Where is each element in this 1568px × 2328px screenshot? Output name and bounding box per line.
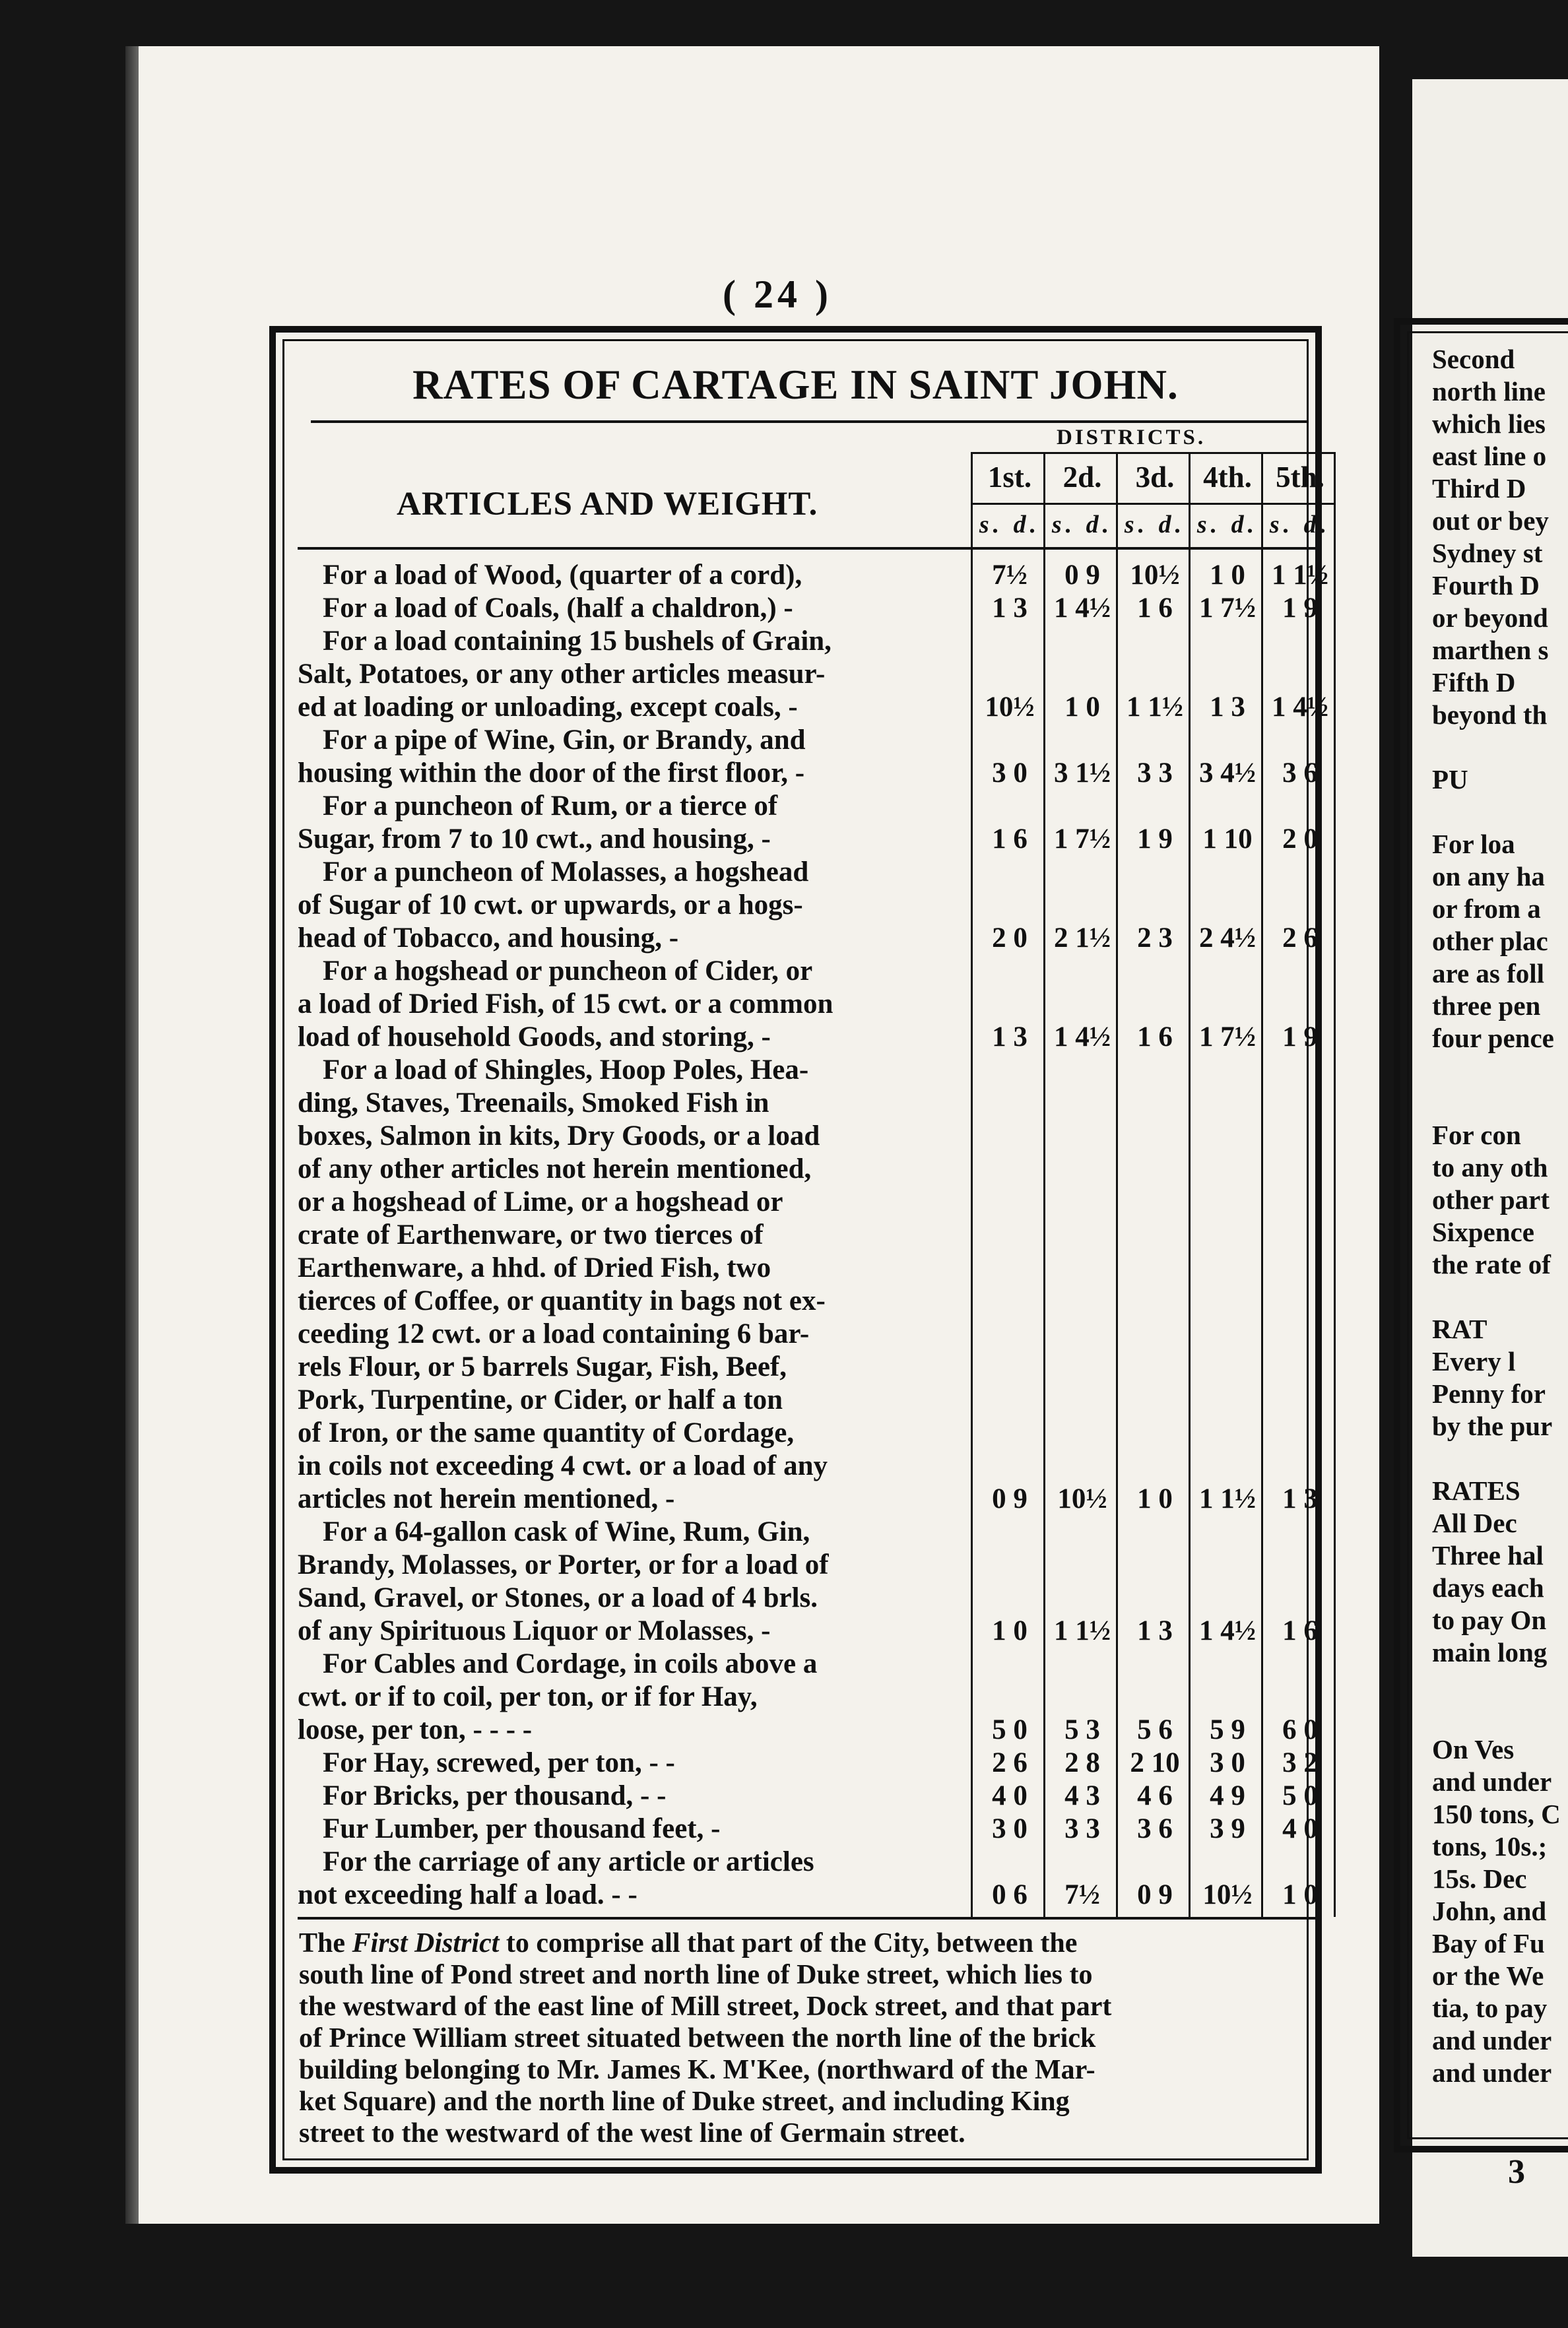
article-line: in coils not exceeding 4 cwt. or a load of any [298,1450,828,1481]
right-page-line: days each [1432,1572,1544,1603]
rate-cell: 2 10 [1130,1747,1180,1778]
rate-cell: 2 8 [1064,1747,1100,1778]
article-line: Salt, Potatoes, or any other articles measur- [298,659,826,690]
article-line: or a hogshead of Lime, or a hogshead or [298,1186,783,1217]
article-line: Fur Lumber, per thousand feet, - [323,1813,721,1844]
rate-cell: 2 0 [1282,824,1318,855]
right-page-line: tons, 10s.; [1432,1831,1548,1861]
rate-cell: 10½ [1202,1879,1253,1910]
article-line: Pork, Turpentine, or Cider, or half a ton [298,1384,783,1415]
column-rule [1334,452,1336,1917]
column-rule [1116,452,1118,1917]
rate-cell: 2 1½ [1054,922,1111,954]
article-line: a load of Dried Fish, of 15 cwt. or a common [298,988,833,1019]
right-page-line: and under [1432,1766,1552,1797]
rate-cell: 1 7½ [1199,593,1256,624]
rate-cell: 1 9 [1137,824,1173,855]
article-line: Earthenware, a hhd. of Dried Fish, two [298,1252,771,1283]
right-page-line: Sydney st [1432,538,1543,568]
rate-cell: 5 0 [1282,1780,1318,1811]
article-description [298,1780,958,1813]
right-page-line: main long [1432,1637,1548,1667]
right-page-line: beyond th [1432,699,1548,730]
rate-cell: 1 0 [1282,1879,1318,1910]
title-rule [311,420,1307,423]
rate-cell: 3 0 [992,1813,1028,1844]
rate-cell: 1 6 [1137,1021,1173,1052]
rate-cell: 1 6 [992,824,1028,855]
rate-cell: 2 6 [992,1747,1028,1778]
rate-cell: 3 2 [1282,1747,1318,1778]
rate-cell: 1 1½ [1272,560,1328,591]
district-header: 2d. [1062,461,1102,494]
right-page-line: Fourth D [1432,570,1540,600]
rate-cell: 4 0 [1282,1813,1318,1844]
article-line: articles not herein mentioned, - [298,1483,675,1514]
right-page-line: RAT [1432,1314,1487,1344]
rate-cell: 1 1½ [1054,1615,1111,1646]
right-page-line: PU [1432,764,1468,794]
footnote-line: the westward of the east line of Mill street, Dock street, and that part [299,1991,1112,2022]
rate-cell: 1 4½ [1054,1021,1111,1052]
article-line: Sand, Gravel, or Stones, or a load of 4 brls. [298,1582,818,1613]
article-description [298,856,958,955]
rate-cell: 5 6 [1137,1714,1173,1745]
rate-cell: 1 3 [1282,1483,1318,1514]
rate-cell: 1 3 [1210,692,1245,723]
footnote-district-name: First District [352,1928,500,1958]
article-description [298,625,958,724]
article-line: ding, Staves, Treenails, Smoked Fish in [298,1087,769,1118]
rate-cell: 10½ [1130,560,1180,591]
right-page-line: Second [1432,344,1515,374]
right-page-line: north line [1432,376,1546,406]
article-line: head of Tobacco, and housing, - [298,922,679,954]
district-header: 4th. [1203,461,1252,494]
article-description [298,1054,958,1516]
article-description [298,592,958,625]
article-line: load of household Goods, and storing, - [298,1021,771,1052]
rate-cell: 10½ [1057,1483,1107,1514]
districts-label: DISTRICTS. [1057,426,1206,449]
article-line: For a pipe of Wine, Gin, or Brandy, and [323,725,806,756]
article-line: For a puncheon of Rum, or a tierce of [323,791,778,822]
footnote-line: of Prince William street situated between the north line of the brick [299,2023,1096,2053]
rate-cell: 1 3 [992,593,1028,624]
district-header: 5th. [1276,461,1324,494]
rates-table-inner-border [282,339,1331,2160]
rate-cell: 3 9 [1210,1813,1245,1844]
footnote-line-rest: to comprise all that part of the City, between the [506,1928,1078,1958]
shillings-pence-label: s. d. [1124,511,1186,538]
article-line: boxes, Salmon in kits, Dry Goods, or a load [298,1120,820,1151]
rate-cell: 5 3 [1064,1714,1100,1745]
rate-cell: 1 7½ [1199,1021,1256,1052]
footnote-lead: The [299,1928,346,1958]
article-line: For a load of Wood, (quarter of a cord), [323,560,802,591]
article-line: For Cables and Cordage, in coils above a [323,1648,818,1679]
right-page-line: tia, to pay [1432,1993,1548,2023]
footnote-line: ket Square) and the north line of Duke street, and including King [299,2086,1070,2117]
article-line: of any Spirituous Liquor or Molasses, - [298,1615,771,1646]
right-page-line: and under [1432,2025,1552,2055]
first-district-note [299,1927,1315,2149]
right-page-line: Penny for [1432,1378,1546,1409]
right-page-line: On Ves [1432,1734,1515,1764]
rate-cell: 3 0 [1210,1747,1245,1778]
rate-cell: 4 3 [1064,1780,1100,1811]
article-line: For a load of Shingles, Hoop Poles, Hea- [323,1054,809,1085]
rate-cell: 1 3 [1137,1615,1173,1646]
article-line: of any other articles not herein mentioned, [298,1153,812,1184]
right-page-line: For loa [1432,829,1515,859]
page-title: RATES OF CARTAGE IN SAINT JOHN. [412,362,1179,408]
article-line: Brandy, Molasses, or Porter, or for a load of [298,1549,829,1580]
article-description [298,1846,958,1912]
rate-cell: 1 4½ [1054,593,1111,624]
right-page-line: other part [1432,1184,1550,1215]
article-line: of Iron, or the same quantity of Cordage, [298,1417,795,1448]
article-line: crate of Earthenware, or two tierces of [298,1219,764,1250]
right-page-line: by the pur [1432,1411,1553,1441]
article-description [298,1813,958,1846]
right-page-line: 150 tons, C [1432,1799,1561,1829]
articles-column-header: ARTICLES AND WEIGHT. [397,486,818,523]
rate-cell: 3 4½ [1199,758,1256,789]
rate-cell: 1 6 [1137,593,1173,624]
right-page-line: Every l [1432,1346,1516,1376]
right-page-number: 3 [1508,2153,1525,2191]
right-page-line: three pen [1432,990,1541,1021]
header-bottom-rule [298,547,1321,550]
rate-cell: 6 0 [1282,1714,1318,1745]
rate-cell: 2 0 [992,922,1028,954]
article-line: For a 64-gallon cask of Wine, Rum, Gin, [323,1516,810,1547]
rate-cell: 5 9 [1210,1714,1245,1745]
right-page-line: Sixpence [1432,1217,1534,1247]
rate-cell: 4 9 [1210,1780,1245,1811]
article-line: For Hay, screwed, per ton, - - [323,1747,675,1778]
rate-cell: 3 0 [992,758,1028,789]
article-description [298,1648,958,1747]
article-line: For the carriage of any article or articles [323,1846,814,1877]
column-rule [1261,452,1263,1917]
article-line: For Bricks, per thousand, - - [323,1780,667,1811]
right-page-line: four pence [1432,1023,1554,1053]
column-rule [1043,452,1045,1917]
right-page-line: the rate of [1432,1249,1551,1279]
rate-cell: 3 1½ [1054,758,1111,789]
right-page-line: east line o [1432,441,1547,471]
rate-cell: 7½ [1064,1879,1100,1910]
rates-table-frame [269,326,1331,2174]
right-page-line: on any ha [1432,861,1545,891]
article-line: For a load containing 15 bushels of Grain, [323,626,832,657]
article-line: of Sugar of 10 cwt. or upwards, or a hogs- [298,889,803,921]
article-description [298,1747,958,1780]
rate-cell: 1 1½ [1127,692,1183,723]
rate-cell: 1 4½ [1272,692,1328,723]
rate-cell: 1 7½ [1054,824,1111,855]
right-page-line: out or bey [1432,505,1549,536]
right-page-line: or the We [1432,1960,1544,1991]
rate-cell: 0 9 [1064,560,1100,591]
rate-cell: 1 9 [1282,1021,1318,1052]
rate-cell: 0 6 [992,1879,1028,1910]
article-description [298,559,958,592]
right-page-line: are as foll [1432,958,1545,988]
rate-cell: 1 3 [992,1021,1028,1052]
column-rule [1189,452,1191,1917]
rate-cell: 2 3 [1137,922,1173,954]
article-description [298,724,958,790]
article-line: ed at loading or unloading, except coals, - [298,692,798,723]
article-description [298,790,958,856]
right-page-line: and under [1432,2057,1552,2088]
right-page-line: or from a [1432,893,1541,924]
rate-cell: 3 3 [1137,758,1173,789]
article-line: housing within the door of the first floor, - [298,758,805,789]
rate-cell: 3 6 [1282,758,1318,789]
page-number: ( 24 ) [723,273,832,316]
rate-cell: 1 4½ [1199,1615,1256,1646]
shillings-pence-label: s. d. [1269,511,1331,538]
footnote-line: street to the westward of the west line of Germain street. [299,2118,965,2149]
right-page-line: All Dec [1432,1508,1517,1538]
right-page-line: RATES [1432,1475,1520,1506]
rate-cell: 0 9 [1137,1879,1173,1910]
right-page-line: John, and [1432,1896,1547,1926]
right-page-line: to pay On [1432,1605,1547,1635]
districts-rule [971,452,1334,454]
rate-cell: 3 6 [1137,1813,1173,1844]
article-line: For a hogshead or puncheon of Cider, or [323,955,813,986]
rate-cell: 1 9 [1282,593,1318,624]
rate-cell: 1 0 [1064,692,1100,723]
article-line: cwt. or if to coil, per ton, or if for Hay, [298,1681,758,1712]
table-bottom-rule [298,1917,1321,1920]
right-page-line: Third D [1432,473,1526,503]
right-page-line: Three hal [1432,1540,1544,1570]
right-page-line: Bay of Fu [1432,1928,1545,1958]
shillings-pence-label: s. d. [979,511,1041,538]
article-line: loose, per ton, - - - - [298,1714,533,1745]
rate-cell: 1 0 [1210,560,1245,591]
article-description [298,1516,958,1648]
rate-cell: 1 0 [1137,1483,1173,1514]
district-header: 1st. [987,461,1032,494]
article-line: For a puncheon of Molasses, a hogshead [323,857,809,888]
article-description [298,955,958,1054]
article-line: rels Flour, or 5 barrels Sugar, Fish, Beef, [298,1351,787,1382]
right-page-line: to any oth [1432,1152,1548,1182]
right-page-line: 15s. Dec [1432,1863,1527,1894]
rate-cell: 1 6 [1282,1615,1318,1646]
rate-cell: 5 0 [992,1714,1028,1745]
rate-cell: 4 6 [1137,1780,1173,1811]
article-line: Sugar, from 7 to 10 cwt., and housing, - [298,824,771,855]
article-line: For a load of Coals, (half a chaldron,) - [323,593,793,624]
footnote-line: building belonging to Mr. James K. M'Kee, (northward of the Mar- [299,2055,1095,2085]
rate-cell: 1 10 [1202,824,1253,855]
rate-cell: 10½ [985,692,1035,723]
rate-cell: 7½ [992,560,1028,591]
rate-cell: 3 3 [1064,1813,1100,1844]
rate-cell: 2 6 [1282,922,1318,954]
right-page-line: or beyond [1432,602,1548,633]
article-line: not exceeding half a load. - - [298,1879,637,1910]
right-page-line: Fifth D [1432,667,1516,697]
article-line: tierces of Coffee, or quantity in bags not ex- [298,1285,826,1316]
column-rule [971,452,973,1917]
right-page-line: For con [1432,1120,1521,1150]
shillings-pence-label: s. d. [1051,511,1113,538]
rate-cell: 1 0 [992,1615,1028,1646]
rate-cell: 1 1½ [1199,1483,1256,1514]
right-page-line: which lies [1432,408,1546,439]
district-head-rule [971,503,1334,505]
district-header: 3d. [1135,461,1175,494]
right-page-line: marthen s [1432,635,1549,665]
footnote-line: south line of Pond street and north line of Duke street, which lies to [299,1960,1093,1990]
rate-cell: 4 0 [992,1780,1028,1811]
footnote-line [299,1927,1315,1959]
right-page-line: other plac [1432,926,1548,956]
shillings-pence-label: s. d. [1196,511,1258,538]
rate-cell: 2 4½ [1199,922,1256,954]
rate-cell: 0 9 [992,1483,1028,1514]
article-line: ceeding 12 cwt. or a load containing 6 bar- [298,1318,810,1349]
